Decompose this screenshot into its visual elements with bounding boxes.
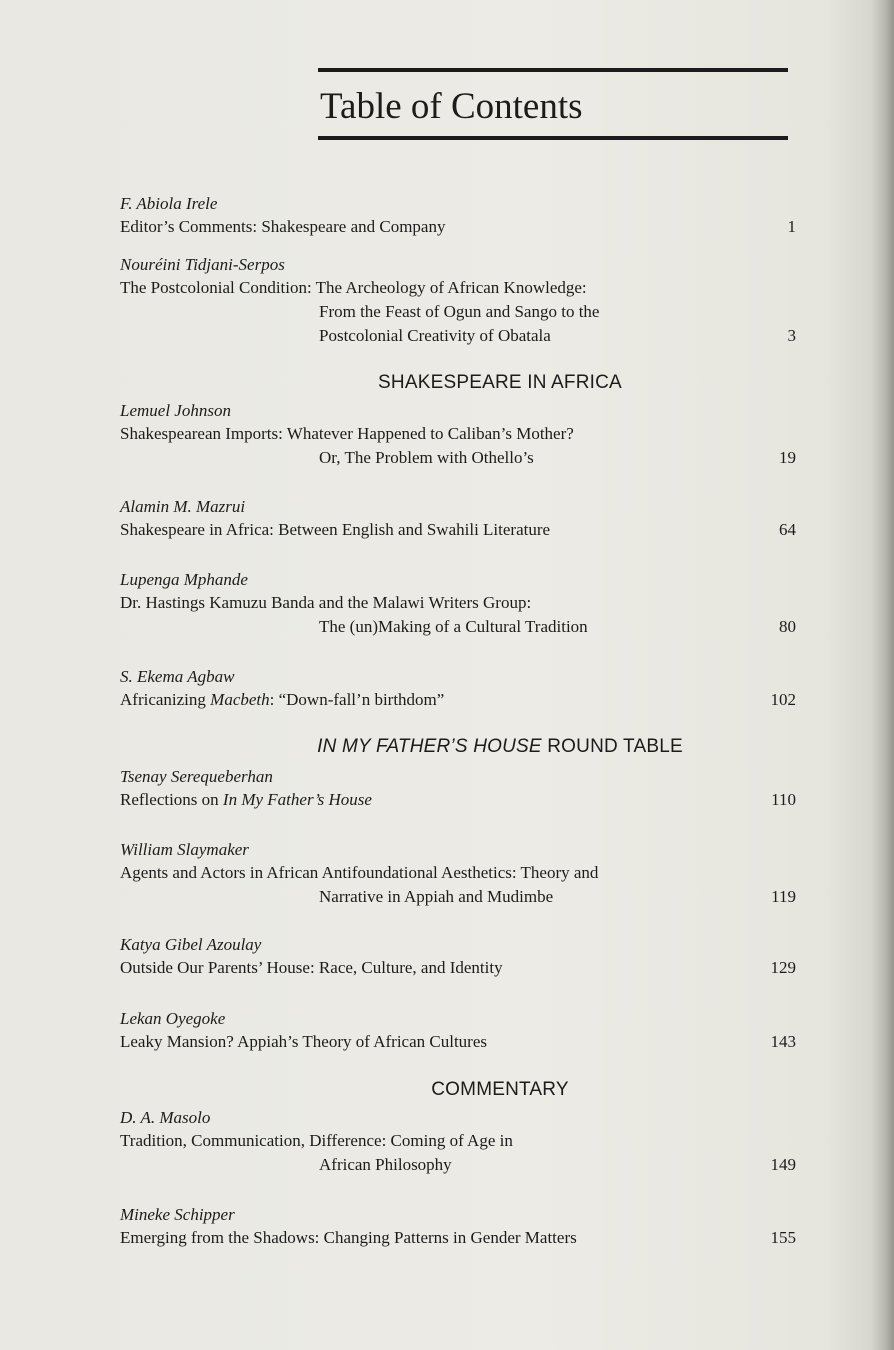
- entry-title-continued: Or, The Problem with Othello’s 19: [120, 446, 796, 470]
- entry-author: Alamin M. Mazrui: [120, 497, 246, 516]
- entry-title: Agents and Actors in African Antifoundational Aesthetics: Theory and: [120, 863, 599, 882]
- toc-entry: [120, 839, 796, 909]
- page-spine-shadow: [872, 0, 894, 1350]
- toc-entry: [120, 254, 796, 348]
- section-heading: SHAKESPEARE IN AFRICA: [378, 372, 622, 393]
- entry-title-continued: Postcolonial Creativity of Obatala 3: [120, 324, 796, 348]
- entry-author: Lemuel Johnson: [120, 401, 231, 420]
- entry-title-continued: Narrative in Appiah and Mudimbe 119: [120, 885, 796, 909]
- entry-page-number: 110: [771, 790, 796, 809]
- entry-author: Tsenay Serequeberhan: [120, 767, 273, 786]
- entry-title-continued: The (un)Making of a Cultural Tradition 80: [120, 615, 796, 639]
- entry-title: Outside Our Parents’ House: Race, Culture, and Identity 129: [120, 956, 796, 980]
- toc-entry: [120, 766, 796, 812]
- toc-entry: [120, 666, 796, 712]
- entry-title: Shakespearean Imports: Whatever Happened to Caliban’s Mother?: [120, 424, 574, 443]
- entry-page-number: 80: [779, 617, 796, 636]
- entry-author: Nouréini Tidjani-Serpos: [120, 255, 285, 274]
- entry-page-number: 143: [770, 1032, 796, 1051]
- entry-title: Editor’s Comments: Shakespeare and Company 1: [120, 215, 796, 239]
- entry-author: F. Abiola Irele: [120, 194, 218, 213]
- entry-author: Lupenga Mphande: [120, 570, 248, 589]
- title-block: [318, 68, 788, 140]
- entry-page-number: 102: [770, 690, 796, 709]
- title-rule-bottom: [318, 136, 788, 140]
- entry-title: The Postcolonial Condition: The Archeology of African Knowledge:: [120, 278, 587, 297]
- toc-entry: [120, 400, 796, 470]
- toc-entry: [120, 934, 796, 980]
- entry-author: D. A. Masolo: [120, 1108, 211, 1127]
- page-title: Table of Contents: [320, 86, 583, 127]
- toc-entry: [120, 496, 796, 542]
- entry-title: Dr. Hastings Kamuzu Banda and the Malawi Writers Group:: [120, 593, 532, 612]
- entry-page-number: 155: [770, 1228, 796, 1247]
- entry-page-number: 149: [770, 1155, 796, 1174]
- entry-author: Lekan Oyegoke: [120, 1009, 226, 1028]
- toc-entry: [120, 193, 796, 239]
- toc-entry: [120, 1204, 796, 1250]
- entry-title: Reflections on In My Father’s House 110: [120, 788, 796, 812]
- section-heading: IN MY FATHER’S HOUSE ROUND TABLE: [317, 736, 683, 757]
- entry-page-number: 19: [779, 448, 796, 467]
- entry-title: Emerging from the Shadows: Changing Patterns in Gender Matters 155: [120, 1226, 796, 1250]
- toc-entry: [120, 1107, 796, 1177]
- entry-page-number: 129: [770, 958, 796, 977]
- entry-title: Leaky Mansion? Appiah’s Theory of African Cultures 143: [120, 1030, 796, 1054]
- entry-author: Mineke Schipper: [120, 1205, 235, 1224]
- entry-page-number: 1: [787, 217, 796, 236]
- entry-title-continued: African Philosophy 149: [120, 1153, 796, 1177]
- entry-title: Africanizing Macbeth: “Down-fall’n birthdom” 102: [120, 688, 796, 712]
- entry-author: Katya Gibel Azoulay: [120, 935, 262, 954]
- section-heading: COMMENTARY: [431, 1079, 569, 1100]
- entry-page-number: 119: [771, 887, 796, 906]
- entry-author: S. Ekema Agbaw: [120, 667, 235, 686]
- toc-entry: [120, 1008, 796, 1054]
- entry-author: William Slaymaker: [120, 840, 249, 859]
- entry-page-number: 3: [787, 326, 796, 345]
- toc-entry: [120, 569, 796, 639]
- entry-page-number: 64: [779, 520, 796, 539]
- entry-title: Tradition, Communication, Difference: Coming of Age in: [120, 1131, 513, 1150]
- title-rule-top: [318, 68, 788, 72]
- entry-title-continued: From the Feast of Ogun and Sango to the: [319, 302, 600, 321]
- entry-title: Shakespeare in Africa: Between English and Swahili Literature 64: [120, 518, 796, 542]
